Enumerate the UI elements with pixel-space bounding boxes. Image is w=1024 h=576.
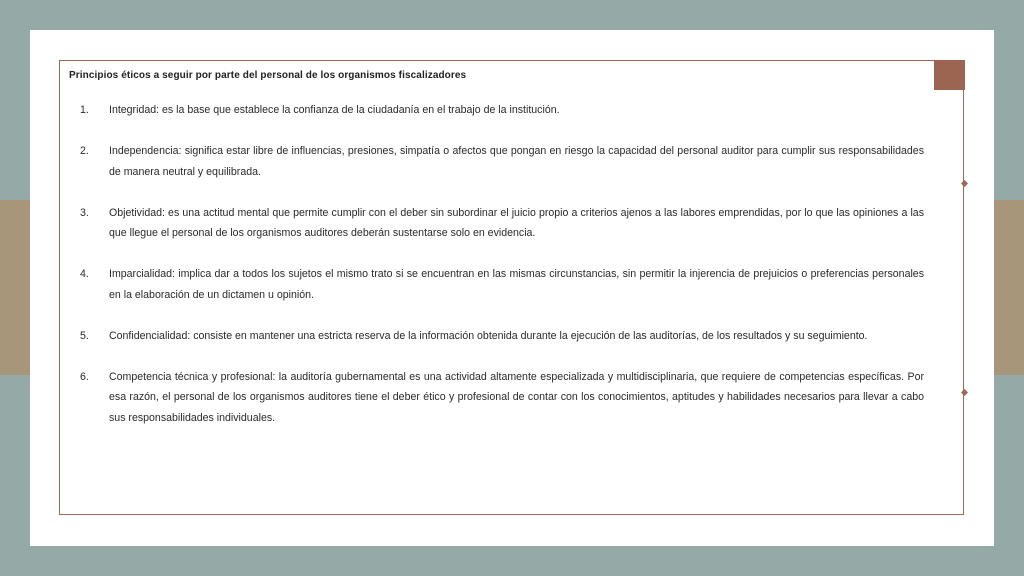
slide <box>30 30 994 546</box>
item-number: 2. <box>80 145 89 157</box>
item-text: Integridad: es la base que establece la confianza de la ciudadanía en el trabajo de la institución. <box>109 104 560 116</box>
slide-title: Principios éticos a seguir por parte del personal de los organismos fiscalizadores <box>69 70 467 81</box>
item-number: 3. <box>80 206 89 219</box>
list-item <box>80 141 924 182</box>
item-number: 6. <box>80 370 89 383</box>
item-number: 4. <box>80 268 89 280</box>
item-text: Competencia técnica y profesional: la auditoría gubernamental es una actividad altamente especializada y multidisciplinaria, que requiere de competencias específicas. Por esa razón, el personal de los organismos auditores tiene el deber ético y profesional de contar con los conocimientos, aptitudes y habilidades necesarios para llevar a cabo sus responsabilidades individuales. <box>109 370 924 424</box>
item-number: 1. <box>80 104 89 116</box>
item-number: 5. <box>80 329 89 342</box>
list-item <box>80 367 924 429</box>
list-item <box>80 100 924 121</box>
item-text: Confidencialidad: consiste en mantener una estricta reserva de la información obtenida durante la ejecución de las auditorías, de los resultados y su seguimiento. <box>109 329 868 342</box>
item-text: Objetividad: es una actitud mental que permite cumplir con el deber sin subordinar el juicio propio a criterios ajenos a las labores emprendidas, por lo que las opiniones a las que llegue el personal de los organismos auditores deberán sustentarse solo en evidencia. <box>109 206 924 239</box>
item-text: Independencia: significa estar libre de influencias, presiones, simpatía o afectos que pongan en riesgo la capacidad del personal auditor para cumplir sus responsabilidades de manera neutral y equilibrada. <box>109 145 924 178</box>
list-item <box>80 326 924 347</box>
list-item <box>80 264 924 305</box>
item-text: Imparcialidad: implica dar a todos los sujetos el mismo trato si se encuentran en las mismas circunstancias, sin permitir la injerencia de prejuicios o preferencias personales en la elaboración de un dictamen u opinión. <box>109 268 924 301</box>
list-item <box>80 203 924 244</box>
corner-accent-square <box>934 60 965 90</box>
left-decorative-band <box>0 200 30 375</box>
principles-list <box>80 100 924 449</box>
